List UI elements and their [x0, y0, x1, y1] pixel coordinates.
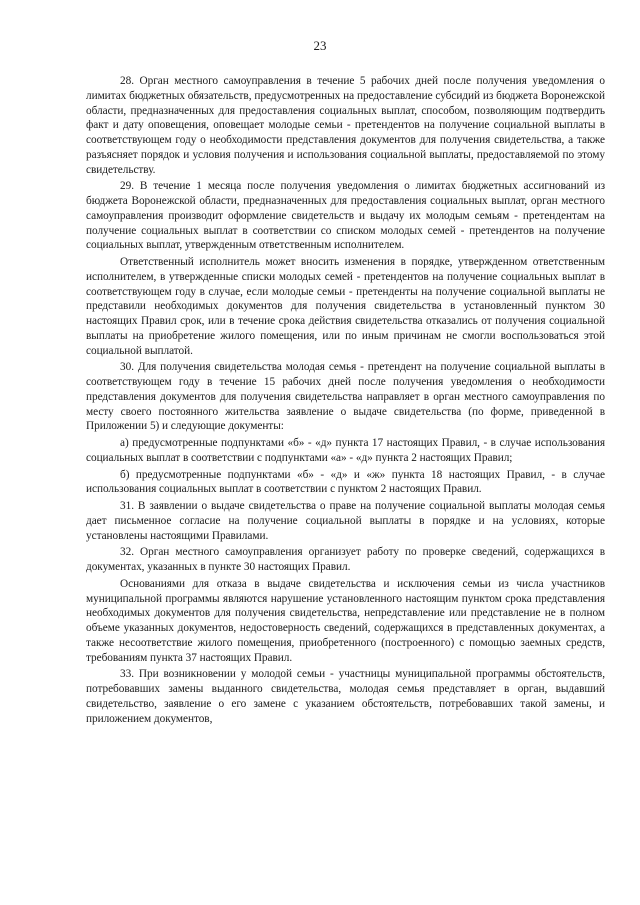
- paragraph-30-item-a: а) предусмотренные подпунктами «б» - «д» пункта 17 настоящих Правил, - в случае использования социальных выплат в соответствии с подпунктами «а» - «д» пункта 2 настоящих Правил;: [86, 437, 605, 464]
- paragraph-32-refusal-grounds: Основаниями для отказа в выдаче свидетельства и исключения семьи из числа участников муниципальной программы являются нарушение установленного настоящим пунктом срока представления необходимых документов для получения свидетельства, непредставление или представление не в полном объеме указанных документов, недостоверность сведений, содержащихся в представленных документах, а также несоответствие жилого помещения, приобретенного (построенного) с помощью заемных средств, требованиям пункта 37 настоящих Правил.: [86, 577, 605, 664]
- paragraph-30-item-b: б) предусмотренные подпунктами «б» - «д» и «ж» пункта 18 настоящих Правил, - в случае использования социальных выплат в соответствии с пунктом 2 настоящих Правил.: [86, 468, 605, 496]
- paragraph-28: 28. Орган местного самоуправления в течение 5 рабочих дней после получения уведомления о лимитах бюджетных обязательств, предусмотренных на предоставление субсидий из бюджета Воронежской области, предназначенных для предоставления социальных выплат, способом, позволяющим подтвердить факт и дату оповещения, оповещает молодые семьи - претендентов на получение социальной выплаты в соответствующем году о необходимости представления документов для получения свидетельства, а также разъясняет порядок и условия получения и использования социальной выплаты, предоставляемой по этому свидетельству.: [86, 75, 605, 176]
- paragraph-31: 31. В заявлении о выдаче свидетельства о праве на получение социальной выплаты молодая семья дает письменное согласие на получение социальной выплаты в порядке и на условиях, которые установлены настоящими Правилами.: [86, 500, 605, 542]
- paragraph-29: 29. В течение 1 месяца после получения уведомления о лимитах бюджетных ассигнований из бюджета Воронежской области, предназначенных для предоставления социальных выплат, орган местного самоуправления производит оформление свидетельств и выдачу их молодым семьям - претендентам на получение социальных выплат в соответствии со списком молодых семей - претендентов на получение социальных выплат, утвержденным ответственным исполнителем.: [86, 180, 605, 252]
- paragraph-29-amendment: Ответственный исполнитель может вносить изменения в порядке, утвержденном ответственным исполнителем, в утвержденные списки молодых семей - претендентов на получение социальных выплат в соответствующем году в случае, если молодые семьи - претенденты на получение социальной выплаты не представили необходимых документов для получения свидетельства в установленный пунктом 30 настоящих Правил срок, или в течение срока действия свидетельства отказались от получения социальной выплаты на приобретение жилого помещения, или по иным причинам не смогли воспользоваться этой социальной выплатой.: [86, 256, 605, 357]
- paragraph-33: 33. При возникновении у молодой семьи - участницы муниципальной программы обстоятельств, потребовавших замены выданного свидетельства, молодая семья представляет в орган, выдавший свидетельство, заявление о его замене с указанием обстоятельств, потребовавших такой замены, и приложением документов,: [86, 668, 605, 725]
- page-number: 23: [313, 38, 327, 53]
- document-body: [86, 74, 605, 728]
- paragraph-30: 30. Для получения свидетельства молодая семья - претендент на получение социальной выплаты в соответствующем году в течение 15 рабочих дней после получения уведомления о необходимости представления документов для получения свидетельства направляет в орган местного самоуправления по месту своего постоянного жительства заявление о выдаче свидетельства (по форме, приведенной в Приложении 5) и следующие документы:: [86, 361, 605, 433]
- paragraph-32: 32. Орган местного самоуправления организует работу по проверке сведений, содержащихся в документах, указанных в пункте 30 настоящих Правил.: [86, 546, 605, 573]
